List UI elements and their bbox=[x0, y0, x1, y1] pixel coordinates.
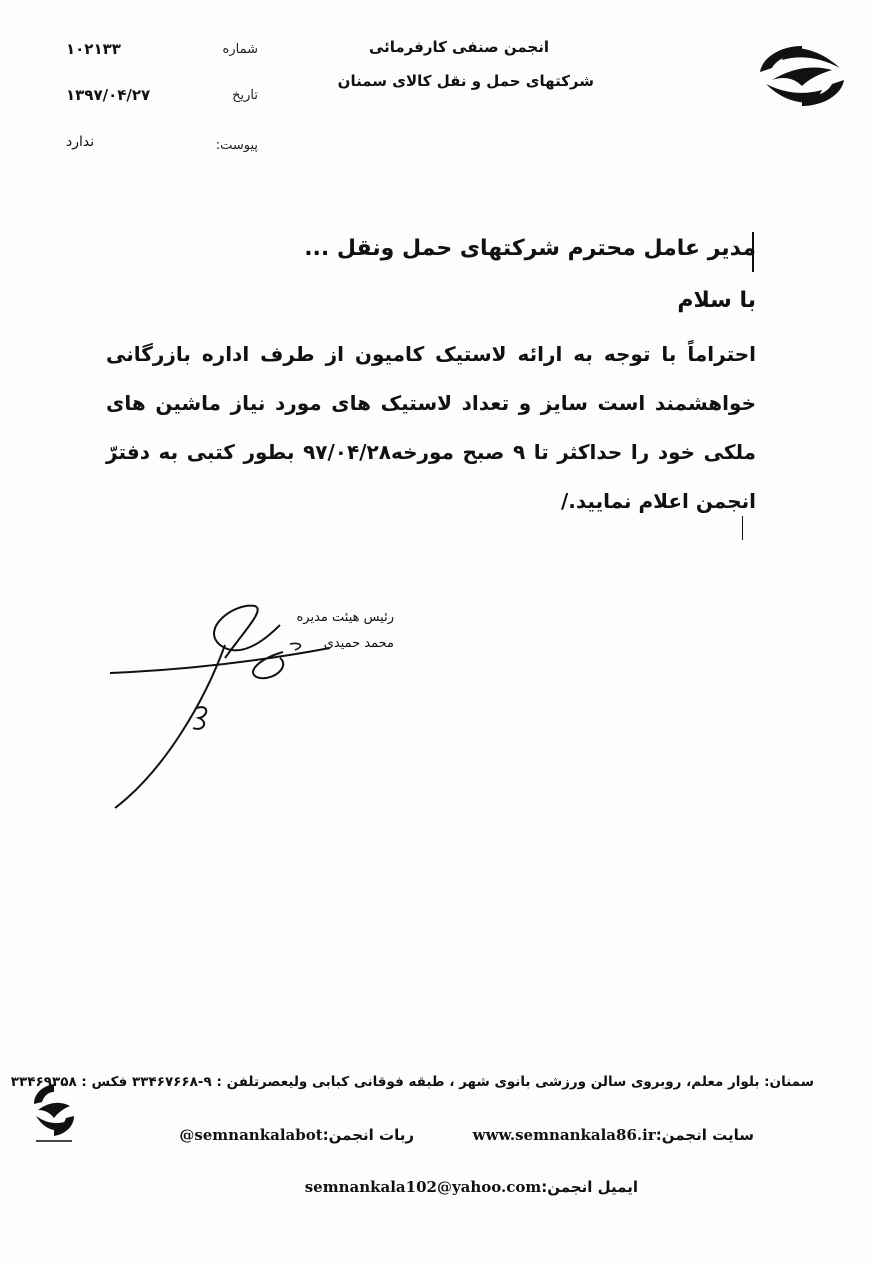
date-label: تاریخ bbox=[232, 88, 258, 103]
footer-site bbox=[473, 1126, 754, 1144]
email-label: ایمیل انجمن: bbox=[541, 1178, 638, 1196]
margin-mark bbox=[742, 516, 743, 540]
bot-label: ربات انجمن: bbox=[322, 1126, 414, 1144]
association-logo-icon bbox=[752, 40, 852, 112]
recipient-line: مدیر عامل محترم شرکتهای حمل ونقل ... bbox=[304, 236, 756, 261]
site-link[interactable]: www.semnankala86.ir bbox=[472, 1126, 656, 1144]
date-value: ۱۳۹۷/۰۴/۲۷ bbox=[66, 86, 151, 104]
signer-name: محمد حمیدی bbox=[323, 636, 394, 651]
email-link[interactable]: semnankala102@yahoo.com bbox=[304, 1178, 542, 1196]
org-name-line1: انجمن صنفی کارفرمائی bbox=[368, 38, 549, 56]
bot-handle[interactable]: @semnankalabot bbox=[179, 1126, 323, 1144]
number-value: ۱۰۲۱۳۳ bbox=[66, 40, 121, 58]
handwritten-signature-icon bbox=[105, 600, 335, 815]
letter-body: احتراماً با توجه به ارائه لاستیک کامیون از طرف اداره بازرگانی خواهشمند است سایز و تعداد لاستیک های مورد نیاز ماشین های ملکی خود را حداکثر تا ۹ صبح مورخه۹۷/۰۴/۲۸ بطور کتبی به دفترّ انجمن اعلام نمایید./ bbox=[106, 342, 757, 513]
footer-bot bbox=[179, 1126, 414, 1144]
greeting: با سلام bbox=[677, 288, 756, 313]
signer-title: رئیس هیئت مدیره bbox=[296, 610, 394, 625]
org-name-line2: شرکتهای حمل و نقل کالای سمنان bbox=[337, 72, 594, 90]
site-label: سایت انجمن: bbox=[655, 1126, 754, 1144]
number-label: شماره bbox=[222, 42, 258, 57]
footer-email bbox=[305, 1178, 638, 1196]
attachment-value: ندارد bbox=[66, 134, 95, 150]
attachment-label: پیوست: bbox=[215, 138, 258, 153]
footer-address: سمنان: بلوار معلم، روبروی سالن ورزشی بانوی شهر ، طبقه فوقانی کبابی ولیعصرتلفن : ۹-۳۳۴۶۷۶۶۸ فکس : ۳۳۴۶۹۳۵۸ bbox=[10, 1074, 814, 1090]
